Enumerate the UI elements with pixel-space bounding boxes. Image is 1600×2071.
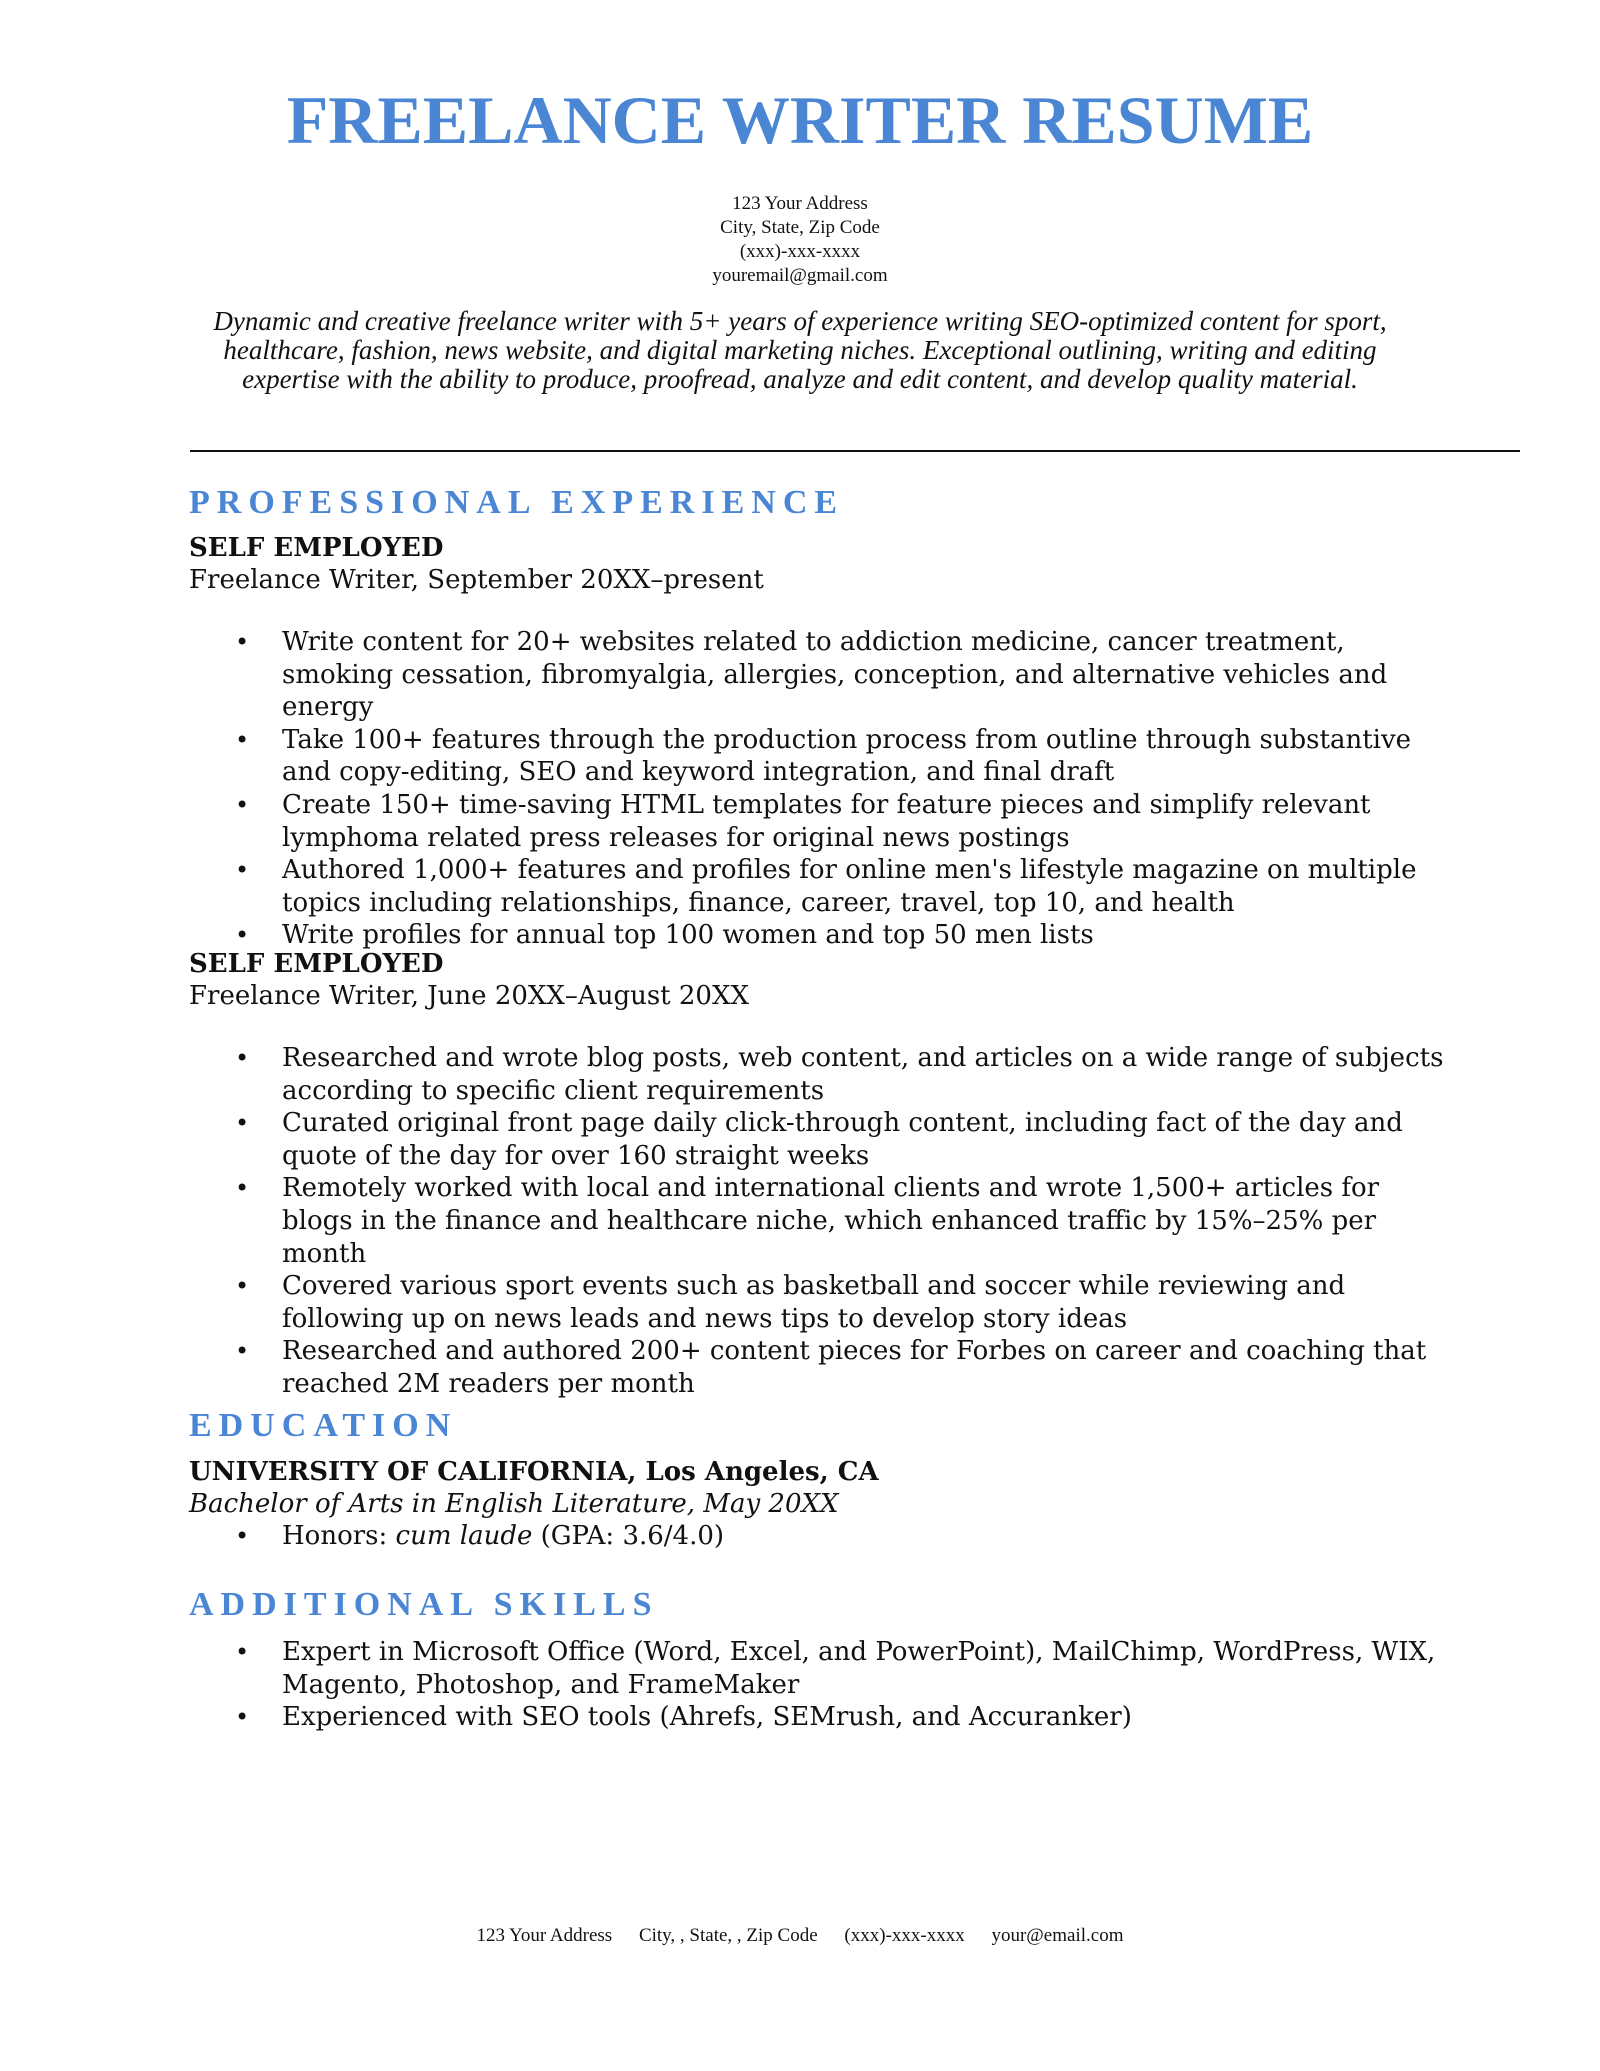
bullet-icon: • <box>235 628 250 656</box>
education-entry <box>189 1456 1449 1553</box>
bullet-icon: • <box>235 1703 250 1732</box>
list-item <box>189 854 1457 919</box>
list-item <box>189 1107 1457 1172</box>
list-item <box>189 724 1457 789</box>
bullet-icon: • <box>235 1044 250 1072</box>
bullet-text: Take 100+ features through the production process from outline through substantive and copy-editing, SEO and keyword integration, and final draft <box>282 724 1412 788</box>
honors-value: cum laude <box>395 1521 533 1551</box>
experience-heading: PROFESSIONAL EXPERIENCE <box>189 484 845 521</box>
footer-contact <box>0 1924 1600 1948</box>
job-role: Freelance Writer, September 20XX–present <box>189 565 764 595</box>
bullet-text: Create 150+ time-saving HTML templates for feature pieces and simplify relevant lymphoma related press releases for original news postings <box>282 789 1371 853</box>
resume-title: FREELANCE WRITER RESUME <box>286 82 1314 158</box>
bullet-icon: • <box>235 1638 250 1666</box>
contact-city-state-zip: City, State, Zip Code <box>720 217 880 238</box>
list-item <box>189 789 1457 854</box>
list-item <box>189 626 1457 724</box>
education-bullets <box>189 1520 1449 1553</box>
bullet-icon: • <box>235 1337 250 1366</box>
gpa: (GPA: 3.6/4.0) <box>532 1521 725 1551</box>
bullet-icon: • <box>235 725 250 754</box>
job-bullets <box>189 1042 1449 1401</box>
contact-email: youremail@gmail.com <box>712 265 888 286</box>
education-degree: Bachelor of Arts in English Literature, May 20XX <box>189 1489 839 1519</box>
education-heading: EDUCATION <box>189 1407 458 1444</box>
bullet-icon: • <box>235 856 250 885</box>
bullet-icon: • <box>235 921 250 950</box>
bullet-icon: • <box>235 790 250 819</box>
bullet-icon: • <box>235 1272 250 1301</box>
professional-summary: Dynamic and creative freelance writer with 5+ years of experience writing SEO-optimized content for sport, healthcare, fashion, news website, and digital marketing niches. Exceptional outlining, writing and editing expertise with the ability to produce, proofread, analyze and edit content, and develop quality material. <box>213 306 1387 394</box>
skills-bullets <box>189 1636 1449 1734</box>
bullet-text: Covered various sport events such as basketball and soccer while reviewing and following up on news leads and news tips to develop story ideas <box>282 1271 1346 1334</box>
list-item <box>189 1335 1457 1400</box>
bullet-text: Curated original front page daily click-through content, including fact of the day and quote of the day for over 160 straight weeks <box>282 1108 1403 1171</box>
job-entry-1 <box>189 532 1449 952</box>
skills-heading: ADDITIONAL SKILLS <box>189 1586 659 1623</box>
job-employer: SELF EMPLOYED <box>189 533 444 563</box>
education-school: UNIVERSITY OF CALIFORNIA, <box>189 1457 637 1487</box>
contact-block <box>0 192 1600 288</box>
skills-entry <box>189 1636 1449 1734</box>
list-item <box>189 1172 1457 1270</box>
education-school-line <box>189 1456 1449 1488</box>
bullet-text: Remotely worked with local and international clients and wrote 1,500+ articles for blogs in the finance and healthcare niche, which enhanced traffic by 15%–25% per month <box>282 1173 1380 1269</box>
list-item <box>189 1701 1457 1734</box>
footer-phone: (xxx)-xxx-xxxx <box>844 1925 965 1946</box>
bullet-text: Researched and wrote blog posts, web content, and articles on a wide range of subjects according to specific client requirements <box>282 1043 1444 1106</box>
list-item <box>189 1270 1457 1335</box>
job-role: Freelance Writer, June 20XX–August 20XX <box>189 981 749 1011</box>
bullet-text: Researched and authored 200+ content pieces for Forbes on career and coaching that reached 2M readers per month <box>282 1336 1427 1399</box>
bullet-text: Write content for 20+ websites related to addiction medicine, cancer treatment, smoking cessation, fibromyalgia, allergies, conception, and alternative vehicles and energy <box>282 627 1388 723</box>
bullet-icon: • <box>235 1522 250 1550</box>
footer-email: your@email.com <box>991 1925 1124 1946</box>
list-item <box>189 1520 1457 1553</box>
bullet-text: Expert in Microsoft Office (Word, Excel, and PowerPoint), MailChimp, WordPress, WIX, Magento, Photoshop, and FrameMaker <box>282 1637 1436 1700</box>
footer-address: 123 Your Address <box>476 1925 613 1946</box>
bullet-text: Experienced with SEO tools (Ahrefs, SEMrush, and Accuranker) <box>282 1702 1132 1733</box>
job-bullets <box>189 626 1449 952</box>
bullet-icon: • <box>235 1174 250 1203</box>
bullet-text: Write profiles for annual top 100 women and top 50 men lists <box>282 920 1094 951</box>
honors-label: Honors: <box>282 1521 396 1551</box>
footer-city-state-zip: City, , State, , Zip Code <box>638 1925 818 1946</box>
header-divider <box>190 450 1520 452</box>
contact-address: 123 Your Address <box>732 193 868 214</box>
contact-phone: (xxx)-xxx-xxxx <box>739 241 861 262</box>
list-item <box>189 1636 1457 1701</box>
education-location: Los Angeles, CA <box>636 1457 879 1487</box>
bullet-icon: • <box>235 1109 250 1138</box>
job-employer: SELF EMPLOYED <box>189 949 444 979</box>
bullet-text: Authored 1,000+ features and profiles for online men's lifestyle magazine on multiple topics including relationships, finance, career, travel, top 10, and health <box>282 855 1417 918</box>
job-entry-2 <box>189 948 1449 1401</box>
list-item <box>189 1042 1457 1107</box>
